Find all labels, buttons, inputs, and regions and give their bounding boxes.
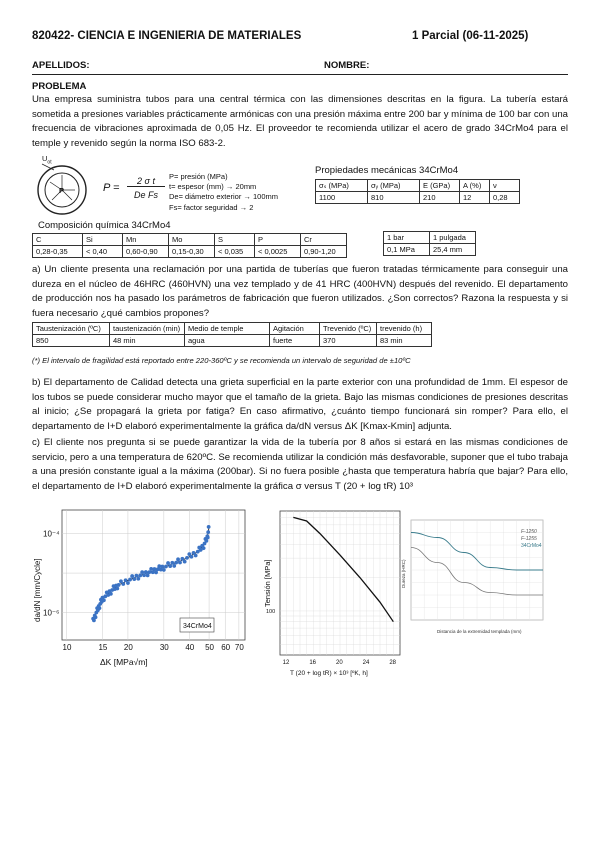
data-point	[194, 554, 198, 558]
data-point	[149, 567, 153, 571]
data-point	[94, 615, 98, 619]
comp-v: 0,90-1,20	[301, 246, 347, 258]
data-point	[206, 530, 210, 534]
data-point	[102, 598, 106, 602]
problem-intro: Una empresa suministra tubos para una central térmica con las dimensiones descritas en la figura. La tubería estará sometida a presiones variables prácticamente armónicas con una presión máxima entre 200 bar y mínima de 100 bar con una frecuencia de vibraciones aproximada de 0,05 Hz. El proveedor te recomienda utilizar el acero de grado 34CrMo4 para el temple y revenido según la norma ISO 683-2.	[32, 94, 568, 149]
a-h: Agitación	[270, 323, 320, 335]
a-v: fuerte	[270, 335, 320, 347]
chart1-legend: 34CrMo4	[183, 623, 212, 630]
comp-v: < 0,0025	[255, 246, 301, 258]
x-tick-label: 16	[309, 660, 317, 666]
data-point	[126, 581, 130, 585]
comp-h: S	[215, 234, 255, 246]
data-point	[98, 606, 102, 610]
plot-frame	[62, 510, 245, 640]
comp-h: Si	[83, 234, 123, 246]
data-point	[207, 525, 211, 529]
fit-line	[93, 527, 209, 621]
mech-h: ν	[490, 180, 520, 192]
data-point	[170, 561, 174, 565]
a-v: 850	[33, 335, 110, 347]
a-v: 83 min	[377, 335, 432, 347]
x-tick-label: 12	[282, 660, 290, 666]
legend-fs: Fs= factor seguridad → 2	[169, 202, 254, 212]
x-tick-label: 20	[336, 660, 343, 666]
nombre-label: NOMBRE:	[324, 60, 370, 71]
mech-title: Propiedades mecánicas 34CrMo4	[315, 165, 459, 176]
mech-v: 12	[460, 192, 490, 204]
header-rule	[32, 74, 568, 75]
formula-legend	[169, 172, 278, 213]
comp-h: Mo	[169, 234, 215, 246]
comp-h: P	[255, 234, 301, 246]
a-v: agua	[185, 335, 270, 347]
units-v: 0,1 MPa	[384, 244, 430, 256]
data-point	[160, 565, 164, 569]
chart3-xlabel: Distancia de la extremidad templada (mm)	[437, 629, 522, 634]
comp-table	[32, 233, 347, 258]
x-tick-label: 60	[221, 643, 231, 652]
comp-v: 0,15-0,30	[169, 246, 215, 258]
data-point	[146, 573, 150, 577]
chart1-xlabel: ΔK [MPa√m]	[100, 657, 148, 667]
data-point	[204, 539, 208, 543]
creep-chart	[258, 507, 406, 679]
mech-h: σᵧ (MPa)	[368, 180, 420, 192]
comp-v: 0,28-0,35	[33, 246, 83, 258]
units-v: 25,4 mm	[430, 244, 476, 256]
units-table	[383, 231, 476, 256]
legend-t: t= espesor (mm) → 20mm	[169, 182, 257, 192]
part-a-text: a) Un cliente presenta una reclamación por una partida de tuberías que fueron tratadas térmicamente para conseguir una dureza en el núcleo de 46HRC (460HVN) una vez templado y de 41 HRC (400HVN) después del revenido. El departamento de producción nos ha pasado los parámetros de fabricación que fueron utilizados. ¿Son correctos? Razona la respuesta y si fuera necesario ¿qué cambios propones?	[32, 264, 568, 319]
chart2-ylabel: Tensión [MPa]	[263, 559, 272, 607]
data-point	[178, 561, 182, 565]
chart3-ylabel: Dureza (HRC)	[401, 559, 406, 588]
x-tick-label: 10	[62, 643, 72, 652]
a-h: Medio de temple	[185, 323, 270, 335]
y-tick-label: 100	[266, 608, 276, 615]
mech-v: 0,28	[490, 192, 520, 204]
data-point	[136, 577, 140, 581]
u-label: U	[42, 154, 48, 163]
mech-v: 810	[368, 192, 420, 204]
problem-heading: PROBLEMA	[32, 81, 87, 92]
data-point	[128, 578, 132, 582]
mech-v: 1100	[316, 192, 368, 204]
comp-h: Mn	[123, 234, 169, 246]
part-a-table	[32, 322, 432, 347]
mech-h: A (%)	[460, 180, 490, 192]
formula-lhs: P =	[103, 182, 120, 194]
x-tick-label: 50	[205, 643, 214, 652]
data-point	[132, 577, 136, 581]
data-point	[144, 570, 148, 574]
part-b-text	[32, 376, 568, 434]
data-point	[162, 568, 166, 572]
comp-v: 0,60-0,90	[123, 246, 169, 258]
fatigue-chart	[30, 502, 256, 670]
comp-v: < 0,40	[83, 246, 123, 258]
chart3-legend-1: F-1250	[521, 529, 537, 535]
x-tick-label: 30	[159, 643, 169, 652]
p-label: P	[59, 186, 65, 195]
data-point	[134, 574, 138, 578]
creep-curve	[293, 517, 393, 621]
u-sub: ot	[47, 159, 52, 166]
formula-den: De Fs	[133, 190, 158, 200]
data-point	[109, 592, 113, 596]
data-point	[140, 570, 144, 574]
data-point	[183, 560, 187, 564]
data-point	[153, 567, 157, 571]
hardenability-chart	[397, 516, 547, 646]
part-a-note: (*) El intervalo de fragilidad está reportado entre 220-360ºC y se recomienda un intervalo de seguridad de ±10ºC	[32, 356, 411, 365]
mech-h: σₛ (MPa)	[316, 180, 368, 192]
mech-v: 210	[420, 192, 460, 204]
a-h: trevenido (h)	[377, 323, 432, 335]
exam-title: 1 Parcial (06-11-2025)	[412, 30, 529, 42]
x-tick-label: 40	[185, 643, 195, 652]
x-tick-label: 24	[362, 660, 370, 666]
course-title: 820422- CIENCIA E INGENIERIA DE MATERIALES	[32, 30, 302, 42]
data-point	[166, 561, 170, 565]
data-point	[202, 546, 206, 550]
comp-h: Cr	[301, 234, 347, 246]
x-tick-label: 20	[123, 643, 133, 652]
x-tick-label: 70	[234, 643, 244, 652]
part-b-main: b) El departamento de Calidad detecta una grieta superficial en la parte exterior con una profundidad de 1mm. El espesor de los tubos se puede considerar mucho mayor que el tamaño de la grieta. Bajo las mismas condiciones de presiones descritas al inicio; ¿Se propagará la grieta por fatiga? En caso afirmativo, ¿cuánto tiempo funcionará sin romper? Para ello, el departamento de I+D elaboró experimentalmente la gráfica da/dN versus	[32, 377, 568, 432]
a-v: 48 min	[110, 335, 185, 347]
data-point	[174, 561, 178, 565]
data-point	[117, 583, 121, 587]
data-point	[147, 570, 151, 574]
units-h: 1 bar	[384, 232, 430, 244]
comp-v: < 0,035	[215, 246, 255, 258]
data-point	[172, 564, 176, 568]
chart3-legend-2: F-1255	[521, 536, 537, 542]
data-point	[164, 565, 168, 569]
part-b-end: ΔK [Kmax-Kmin] adjunta.	[344, 420, 452, 432]
data-point	[185, 556, 189, 560]
a-h: Trevenido (ºC)	[320, 323, 377, 335]
x-tick-label: 28	[389, 660, 397, 666]
data-point	[138, 574, 142, 578]
data-point	[190, 555, 194, 559]
data-point	[176, 557, 180, 561]
data-point	[115, 587, 119, 591]
units-h: 1 pulgada	[430, 232, 476, 244]
legend-p: P= presión (MPa)	[169, 172, 228, 181]
comp-title: Composición química 34CrMo4	[38, 220, 171, 231]
data-point	[142, 573, 146, 577]
mech-table	[315, 179, 520, 204]
y-tick-label: 10⁻⁶	[43, 608, 60, 618]
a-h: taustenización (min)	[110, 323, 185, 335]
comp-h: C	[33, 234, 83, 246]
data-point	[206, 536, 210, 540]
formula-num: 2 σ t	[127, 176, 165, 187]
y-tick-label: 10⁻⁴	[43, 529, 60, 539]
chart2-xlabel: T (20 + log tR) × 10³ [ºK, h]	[290, 670, 368, 677]
a-h: Tausteniz​ación (ºC)	[33, 323, 110, 335]
mech-h: E (GPa)	[420, 180, 460, 192]
data-point	[168, 564, 172, 568]
data-point	[121, 582, 125, 586]
part-c-text: c) El cliente nos pregunta si se puede garantizar la vida de la tubería por 8 años si estará en las mismas condiciones de servicio, pero a una temperatura de 620ºC. Se recomienda utilizar la condición más desfavorable, suponer que el tubo trabaja a una presión constante igual a la máxima (200bar). Si no fuera posible ¿hasta que temperatura habría que bajar? Para ello, el departamento de I+D elaboró experimentalmente la gráfica σ versus T (20 + log tR) 10³	[32, 437, 568, 492]
chart3-legend-3: 34CrMo4	[521, 543, 542, 549]
chart1-ylabel: da/dN [mm/Cycle]	[33, 558, 42, 622]
apellidos-label: APELLIDOS:	[32, 60, 90, 71]
a-v: 370	[320, 335, 377, 347]
x-tick-label: 15	[98, 643, 108, 652]
legend-de: De= diámetro exterior → 100mm	[169, 192, 278, 202]
